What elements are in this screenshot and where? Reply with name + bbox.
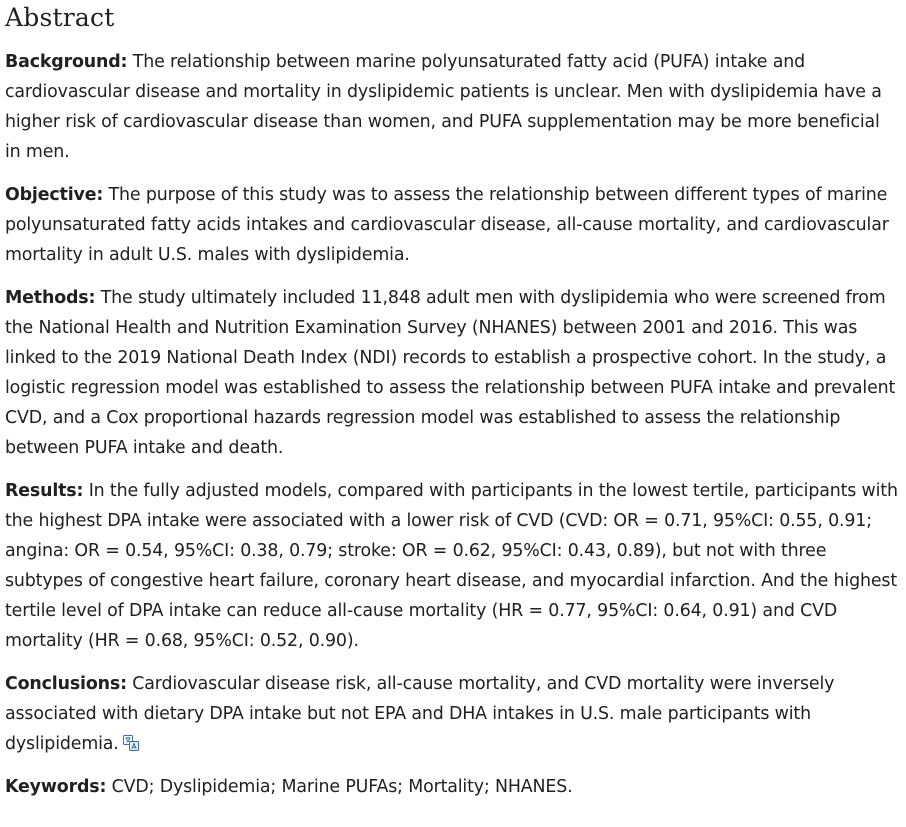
abstract-keywords xyxy=(5,772,900,802)
results-label: Results: xyxy=(5,481,84,501)
conclusions-label: Conclusions: xyxy=(5,674,127,694)
objective-label: Objective: xyxy=(5,185,104,205)
methods-text: The study ultimately included 11,848 adult men with dyslipidemia who were screened from the National Health and Nutrition Examination Survey (NHANES) between 2001 and 2016. This was linked to the 2019 National Death Index (NDI) records to establish a prospective cohort. In the study, a logistic regression model was established to assess the relationship between PUFA intake and prevalent CVD, and a Cox proportional hazards regression model was established to assess the relationship between PUFA intake and death. xyxy=(5,288,896,458)
abstract-container xyxy=(0,3,906,802)
keywords-text: CVD; Dyslipidemia; Marine PUFAs; Mortality; NHANES. xyxy=(106,777,573,797)
background-text: The relationship between marine polyunsaturated fatty acid (PUFA) intake and cardiovascular disease and mortality in dyslipidemic patients is unclear. Men with dyslipidemia have a higher risk of cardiovascular disease than women, and PUFA supplementation may be more beneficial in men. xyxy=(5,52,882,162)
methods-label: Methods: xyxy=(5,288,96,308)
translate-icon[interactable] xyxy=(123,731,139,747)
conclusions-text: Cardiovascular disease risk, all-cause mortality, and CVD mortality were inversely associated with dietary DPA intake but not EPA and DHA intakes in U.S. male participants with dyslipidemia. xyxy=(5,674,835,754)
abstract-conclusions xyxy=(5,669,900,759)
abstract-results xyxy=(5,476,900,656)
abstract-methods xyxy=(5,283,900,463)
keywords-label: Keywords: xyxy=(5,777,107,797)
results-text: In the fully adjusted models, compared with participants in the lowest tertile, participants with the highest DPA intake were associated with a lower risk of CVD (CVD: OR = 0.71, 95%CI: 0.55, 0.91; angina: OR = 0.54, 95%CI: 0.38, 0.79; stroke: OR = 0.62, 95%CI: 0.43, 0.89), but not with three subtypes of congestive heart failure, coronary heart disease, and myocardial infarction. And the highest tertile level of DPA intake can reduce all-cause mortality (HR = 0.77, 95%CI: 0.64, 0.91) and CVD mortality (HR = 0.68, 95%CI: 0.52, 0.90). xyxy=(5,481,898,651)
background-label: Background: xyxy=(5,52,128,72)
abstract-background xyxy=(5,47,900,167)
abstract-title: Abstract xyxy=(5,3,115,32)
abstract-objective xyxy=(5,180,900,270)
objective-text: The purpose of this study was to assess the relationship between different types of marine polyunsaturated fatty acids intakes and cardiovascular disease, all-cause mortality, and cardiovascular mortality in adult U.S. males with dyslipidemia. xyxy=(5,185,889,265)
